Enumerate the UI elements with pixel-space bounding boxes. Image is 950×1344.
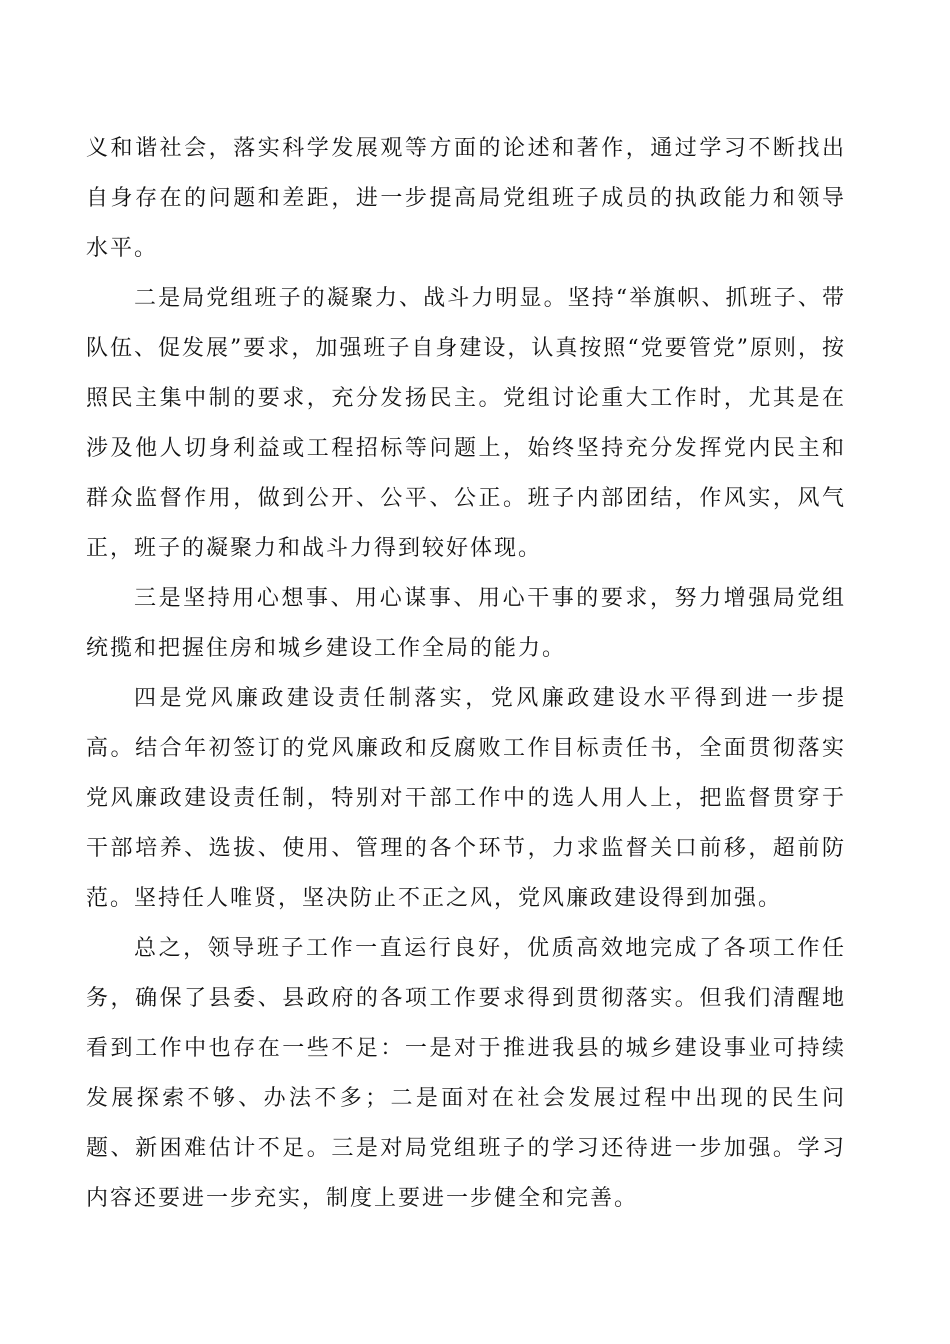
paragraph-overall-capability: 三是坚持用心想事、用心谋事、用心干事的要求，努力增强局党组统揽和把握住房和城乡建设工作全局的能力。 [86, 586, 846, 661]
document-body [86, 124, 846, 1224]
paragraph-leadership-cohesion: 二是局党组班子的凝聚力、战斗力明显。坚持“举旗帜、抓班子、带队伍、促发展”要求，加强班子自身建设，认真按照“党要管党”原则，按照民主集中制的要求，充分发扬民主。党组讨论重大工作时，尤其是在涉及他人切身利益或工程招标等问题上，始终坚持充分发挥党内民主和群众监督作用，做到公开、公平、公正。班子内部团结，作风实，风气正，班子的凝聚力和战斗力得到较好体现。 [86, 286, 846, 561]
paragraph-integrity-responsibility: 四是党风廉政建设责任制落实，党风廉政建设水平得到进一步提高。结合年初签订的党风廉政和反腐败工作目标责任书，全面贯彻落实党风廉政建设责任制，特别对干部工作中的选人用人上，把监督贯穿于干部培养、选拔、使用、管理的各个环节，力求监督关口前移，超前防范。坚持任人唯贤，坚决防止不正之风，党风廉政建设得到加强。 [86, 686, 846, 911]
paragraph-continued: 义和谐社会，落实科学发展观等方面的论述和著作，通过学习不断找出自身存在的问题和差距，进一步提高局党组班子成员的执政能力和领导水平。 [86, 136, 846, 261]
paragraph-summary: 总之，领导班子工作一直运行良好，优质高效地完成了各项工作任务，确保了县委、县政府的各项工作要求得到贯彻落实。但我们清醒地看到工作中也存在一些不足：一是对于推进我县的城乡建设事业可持续发展探索不够、办法不多；二是面对在社会发展过程中出现的民生问题、新困难估计不足。三是对局党组班子的学习还待进一步加强。学习内容还要进一步充实，制度上要进一步健全和完善。 [86, 936, 846, 1211]
